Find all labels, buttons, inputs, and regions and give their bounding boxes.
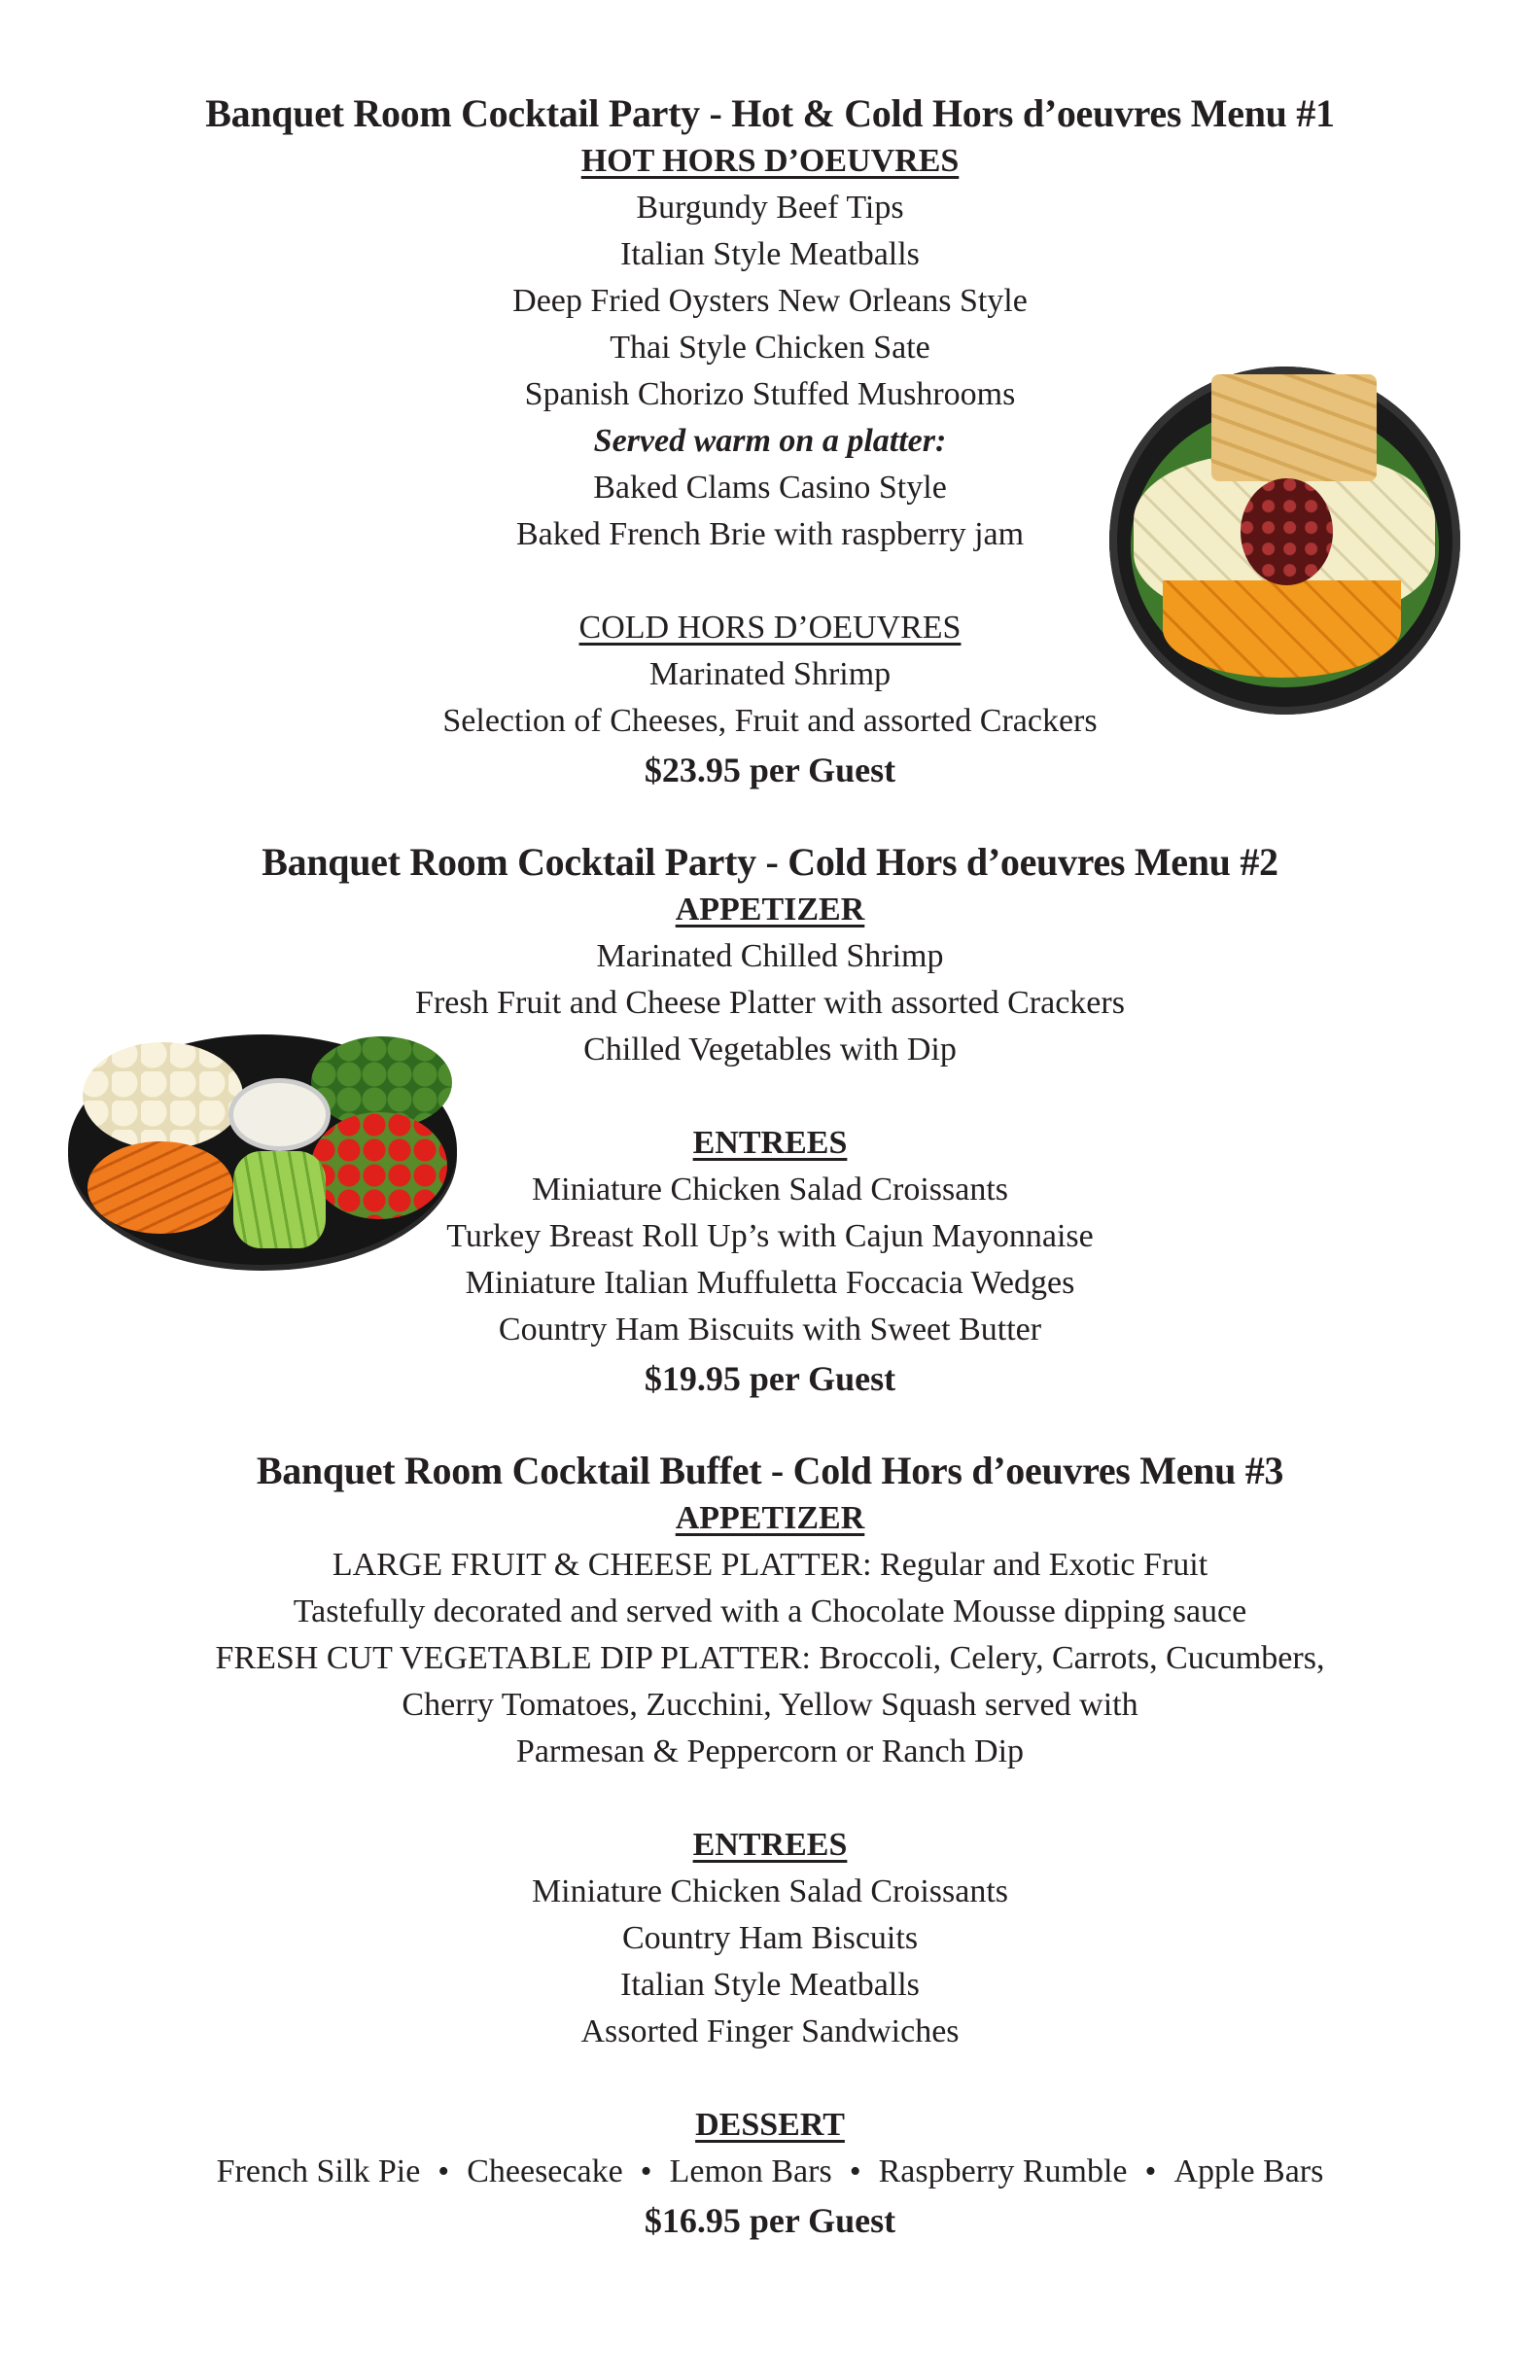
menu-2-title: Banquet Room Cocktail Party - Cold Hors d’oeuvres Menu #2 bbox=[262, 840, 1278, 884]
menu-item: Turkey Breast Roll Up’s with Cajun Mayonnaise bbox=[446, 1218, 1094, 1254]
bullet-separator: • bbox=[849, 2153, 861, 2189]
entrees-header: ENTREES bbox=[692, 1827, 848, 1863]
dessert-list bbox=[0, 2149, 1540, 2195]
bullet-separator: • bbox=[438, 2153, 450, 2189]
menu-item: Tastefully decorated and served with a Chocolate Mousse dipping sauce bbox=[293, 1593, 1247, 1629]
menu-3-price: $16.95 per Guest bbox=[644, 2201, 896, 2240]
menu-1-title: Banquet Room Cocktail Party - Hot & Cold Hors d’oeuvres Menu #1 bbox=[205, 91, 1335, 135]
menu-1-price: $23.95 per Guest bbox=[644, 751, 896, 789]
menu-3-title: Banquet Room Cocktail Buffet - Cold Hors d’oeuvres Menu #3 bbox=[256, 1449, 1284, 1492]
menu-item: Italian Style Meatballs bbox=[620, 1967, 920, 2003]
menu-item: Baked French Brie with raspberry jam bbox=[515, 516, 1025, 552]
menu-item: Country Ham Biscuits bbox=[621, 1920, 919, 1956]
menu-item: Miniature Chicken Salad Croissants bbox=[531, 1172, 1009, 1208]
menu-item: Parmesan & Peppercorn or Ranch Dip bbox=[515, 1733, 1025, 1769]
menu-item: Italian Style Meatballs bbox=[620, 236, 920, 272]
menu-item: Deep Fried Oysters New Orleans Style bbox=[512, 283, 1028, 319]
menu-item: Miniature Chicken Salad Croissants bbox=[531, 1873, 1009, 1909]
menu-3 bbox=[0, 1447, 1540, 2246]
menu-1 bbox=[0, 89, 1540, 795]
menu-item: Fresh Fruit and Cheese Platter with assorted Crackers bbox=[415, 985, 1125, 1021]
menu-item: Assorted Finger Sandwiches bbox=[580, 2013, 960, 2049]
menu-page bbox=[0, 89, 1540, 2246]
menu-item: Country Ham Biscuits with Sweet Butter bbox=[498, 1312, 1042, 1348]
served-warm-label: Served warm on a platter: bbox=[593, 423, 947, 459]
menu-2-price: $19.95 per Guest bbox=[644, 1359, 896, 1398]
dessert-item: Raspberry Rumble bbox=[878, 2153, 1128, 2189]
dessert-item: French Silk Pie bbox=[216, 2153, 421, 2189]
bullet-separator: • bbox=[1144, 2153, 1157, 2189]
menu-item: Marinated Chilled Shrimp bbox=[596, 938, 944, 974]
menu-item: Burgundy Beef Tips bbox=[636, 190, 904, 226]
dessert-item: Cheesecake bbox=[467, 2153, 623, 2189]
menu-item: Selection of Cheeses, Fruit and assorted Crackers bbox=[442, 703, 1098, 739]
menu-item: Miniature Italian Muffuletta Foccacia Wedges bbox=[465, 1265, 1075, 1301]
menu-item: Cherry Tomatoes, Zucchini, Yellow Squash served with bbox=[402, 1687, 1138, 1723]
menu-item: Spanish Chorizo Stuffed Mushrooms bbox=[524, 376, 1016, 412]
menu-item: FRESH CUT VEGETABLE DIP PLATTER: Broccoli, Celery, Carrots, Cucumbers, bbox=[215, 1640, 1325, 1676]
hot-hors-doeuvres-header: HOT HORS D’OEUVRES bbox=[580, 143, 960, 179]
appetizer-header: APPETIZER bbox=[675, 1500, 865, 1536]
menu-item: Marinated Shrimp bbox=[648, 656, 892, 692]
bullet-separator: • bbox=[640, 2153, 652, 2189]
menu-item: Baked Clams Casino Style bbox=[593, 470, 947, 506]
menu-item: Thai Style Chicken Sate bbox=[610, 330, 930, 366]
cold-hors-doeuvres-header: COLD HORS D’OEUVRES bbox=[578, 610, 962, 646]
dessert-header: DESSERT bbox=[695, 2107, 845, 2143]
appetizer-header: APPETIZER bbox=[675, 892, 865, 928]
entrees-header: ENTREES bbox=[692, 1125, 848, 1161]
dessert-item: Apple Bars bbox=[1173, 2153, 1324, 2189]
dessert-item: Lemon Bars bbox=[669, 2153, 832, 2189]
menu-item: Chilled Vegetables with Dip bbox=[583, 1032, 957, 1068]
menu-2 bbox=[0, 838, 1540, 1404]
menu-item: LARGE FRUIT & CHEESE PLATTER: Regular and Exotic Fruit bbox=[332, 1547, 1208, 1583]
